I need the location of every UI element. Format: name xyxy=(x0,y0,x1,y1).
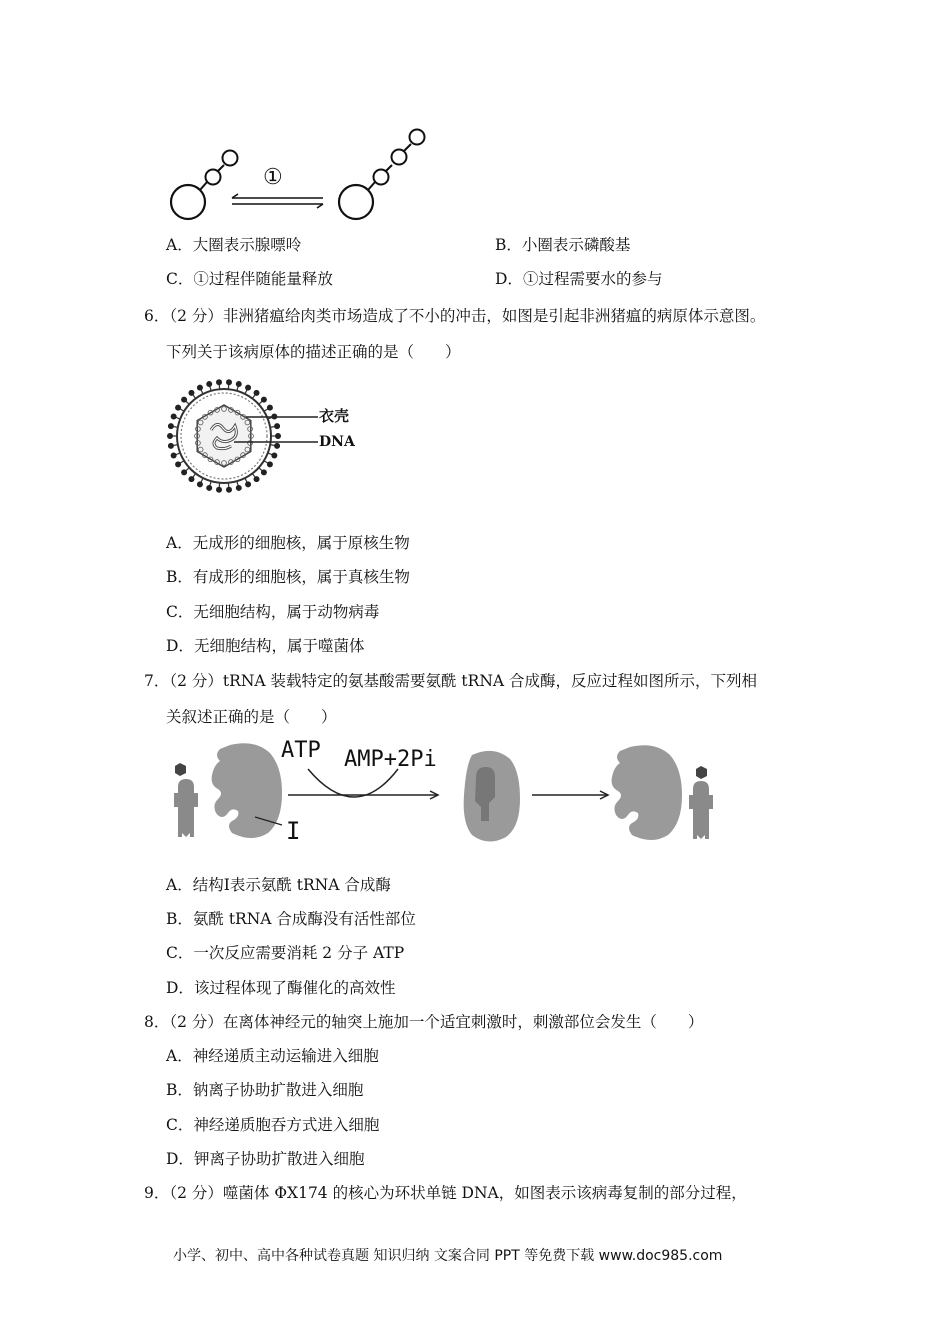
option-letter: C． xyxy=(166,270,194,288)
q5-option-a xyxy=(166,235,301,255)
option-text: 钠离子协助扩散进入细胞 xyxy=(192,1081,364,1099)
envelope-spike-head xyxy=(181,469,187,475)
envelope-spike-head xyxy=(271,453,277,459)
option-letter: C． xyxy=(166,1116,194,1134)
question-number: 7． xyxy=(144,672,170,690)
q5-process-label: ① xyxy=(263,165,283,190)
envelope-spike-head xyxy=(168,443,174,449)
q6-stem-line1 xyxy=(144,306,765,326)
q6-option-c xyxy=(166,602,379,622)
option-letter: A． xyxy=(166,534,193,552)
q8-option-b xyxy=(166,1080,363,1100)
q7-stem-line1 xyxy=(144,671,757,691)
envelope-spike-head xyxy=(274,423,280,429)
envelope-spike-head xyxy=(188,476,194,482)
option-text: 无细胞结构，属于噬菌体 xyxy=(193,637,365,655)
q8-stem xyxy=(144,1012,703,1032)
envelope-spike-head xyxy=(261,469,267,475)
envelope-spike-head xyxy=(236,485,242,491)
question-number: 6． xyxy=(144,307,170,325)
option-letter: C． xyxy=(166,603,194,621)
envelope-spike-head xyxy=(254,390,260,396)
trna-icon xyxy=(174,779,198,837)
option-text: 有成形的细胞核，属于真核生物 xyxy=(192,568,410,586)
q7-enzyme-figure xyxy=(160,735,740,850)
envelope-spike-head xyxy=(245,481,251,487)
option-text: 结构Ⅰ表示氨酰 tRNA 合成酶 xyxy=(192,876,391,894)
envelope-spike-head xyxy=(267,405,273,411)
option-letter: B． xyxy=(166,1081,193,1099)
option-text: 无成形的细胞核，属于原核生物 xyxy=(192,534,410,552)
q7-stem-line2: 关叙述正确的是（ ） xyxy=(166,708,337,726)
envelope-spike-head xyxy=(274,443,280,449)
envelope-spike-head xyxy=(206,381,212,387)
option-letter: A． xyxy=(166,236,193,254)
question-stem: （2 分）噬菌体 ΦX174 的核心为环状单链 DNA，如图表示该病毒复制的部分过程， xyxy=(169,1184,747,1202)
q5-option-c xyxy=(166,269,333,289)
page-footer: 小学、初中、高中各种试卷真题 知识归纳 文案合同 PPT 等免费下载 www.doc985.com xyxy=(173,1248,723,1264)
option-text: 无细胞结构，属于动物病毒 xyxy=(193,603,380,621)
option-text: 氨酰 tRNA 合成酶没有活性部位 xyxy=(192,910,416,928)
envelope-spike-head xyxy=(275,433,281,439)
option-text: 该过程体现了酶催化的高效性 xyxy=(193,979,396,997)
option-letter: B． xyxy=(495,236,522,254)
q6-stem-line2: 下列关于该病原体的描述正确的是（ ） xyxy=(166,343,461,361)
option-text: 一次反应需要消耗 2 分子 ATP xyxy=(193,944,405,962)
q7-structure-label: I xyxy=(286,817,301,845)
q5-option-b xyxy=(495,235,630,255)
q7-products-label: AMP+2Pi xyxy=(344,747,437,772)
enzyme-icon xyxy=(612,745,682,840)
envelope-spike-head xyxy=(216,379,222,385)
envelope-spike-head xyxy=(216,487,222,493)
option-letter: A． xyxy=(166,876,193,894)
option-text: 小圈表示磷酸基 xyxy=(521,236,631,254)
question-stem: （2 分）非洲猪瘟给肉类市场造成了不小的冲击，如图是引起非洲猪瘟的病原体示意图。 xyxy=(169,307,766,325)
q5-atp-diagram xyxy=(160,120,460,225)
envelope-spike-head xyxy=(226,379,232,385)
envelope-spike-head xyxy=(226,487,232,493)
option-letter: A． xyxy=(166,1047,193,1065)
q8-option-d xyxy=(166,1149,364,1169)
option-text: ①过程需要水的参与 xyxy=(522,270,663,288)
option-letter: D． xyxy=(166,979,194,997)
option-text: 大圈表示腺嘌呤 xyxy=(192,236,302,254)
q6-option-a xyxy=(166,533,410,553)
option-letter: D． xyxy=(495,270,523,288)
q8-option-c xyxy=(166,1115,379,1135)
envelope-spike-head xyxy=(188,390,194,396)
envelope-spike-head xyxy=(261,397,267,403)
q6-label-dna: DNA xyxy=(319,434,355,450)
option-letter: D． xyxy=(166,1150,194,1168)
q7-atp-label: ATP xyxy=(281,738,321,763)
envelope-spike-head xyxy=(181,397,187,403)
amino-acid-icon xyxy=(175,763,186,776)
q8-option-a xyxy=(166,1046,379,1066)
envelope-spike-head xyxy=(254,476,260,482)
envelope-spike-head xyxy=(167,433,173,439)
envelope-spike-head xyxy=(168,423,174,429)
envelope-spike-head xyxy=(175,405,181,411)
option-letter: B． xyxy=(166,910,193,928)
option-text: 钾离子协助扩散进入细胞 xyxy=(193,1150,365,1168)
q7-option-b xyxy=(166,909,416,929)
question-number: 8． xyxy=(144,1013,170,1031)
envelope-spike-head xyxy=(197,481,203,487)
option-text: ①过程伴随能量释放 xyxy=(193,270,333,288)
option-text: 神经递质主动运输进入细胞 xyxy=(192,1047,379,1065)
question-stem: （2 分）tRNA 装载特定的氨基酸需要氨酰 tRNA 合成酶，反应过程如图所示，下列相 xyxy=(169,672,758,690)
option-letter: B． xyxy=(166,568,193,586)
q9-stem xyxy=(144,1183,747,1203)
envelope-spike-head xyxy=(171,413,177,419)
envelope-spike-head xyxy=(236,381,242,387)
q6-option-b xyxy=(166,567,410,587)
question-number: 9． xyxy=(144,1184,170,1202)
question-stem: （2 分）在离体神经元的轴突上施加一个适宜刺激时，刺激部位会发生（ ） xyxy=(169,1013,704,1031)
trna-icon xyxy=(689,781,713,839)
q7-option-d xyxy=(166,978,395,998)
envelope-spike-head xyxy=(175,461,181,467)
envelope-spike-head xyxy=(171,453,177,459)
envelope-spike-head xyxy=(206,485,212,491)
amino-acid-icon xyxy=(696,766,707,779)
enzyme-icon xyxy=(212,743,282,838)
option-letter: D． xyxy=(166,637,194,655)
envelope-spike-head xyxy=(245,385,251,391)
envelope-spike-head xyxy=(267,461,273,467)
q6-label-capsid: 衣壳 xyxy=(319,407,350,425)
option-letter: C． xyxy=(166,944,194,962)
option-text: 神经递质胞吞方式进入细胞 xyxy=(193,1116,380,1134)
q6-option-d xyxy=(166,636,364,656)
envelope-spike-head xyxy=(197,385,203,391)
q7-option-a xyxy=(166,875,391,895)
q7-option-c xyxy=(166,943,404,963)
q5-option-d xyxy=(495,269,662,289)
